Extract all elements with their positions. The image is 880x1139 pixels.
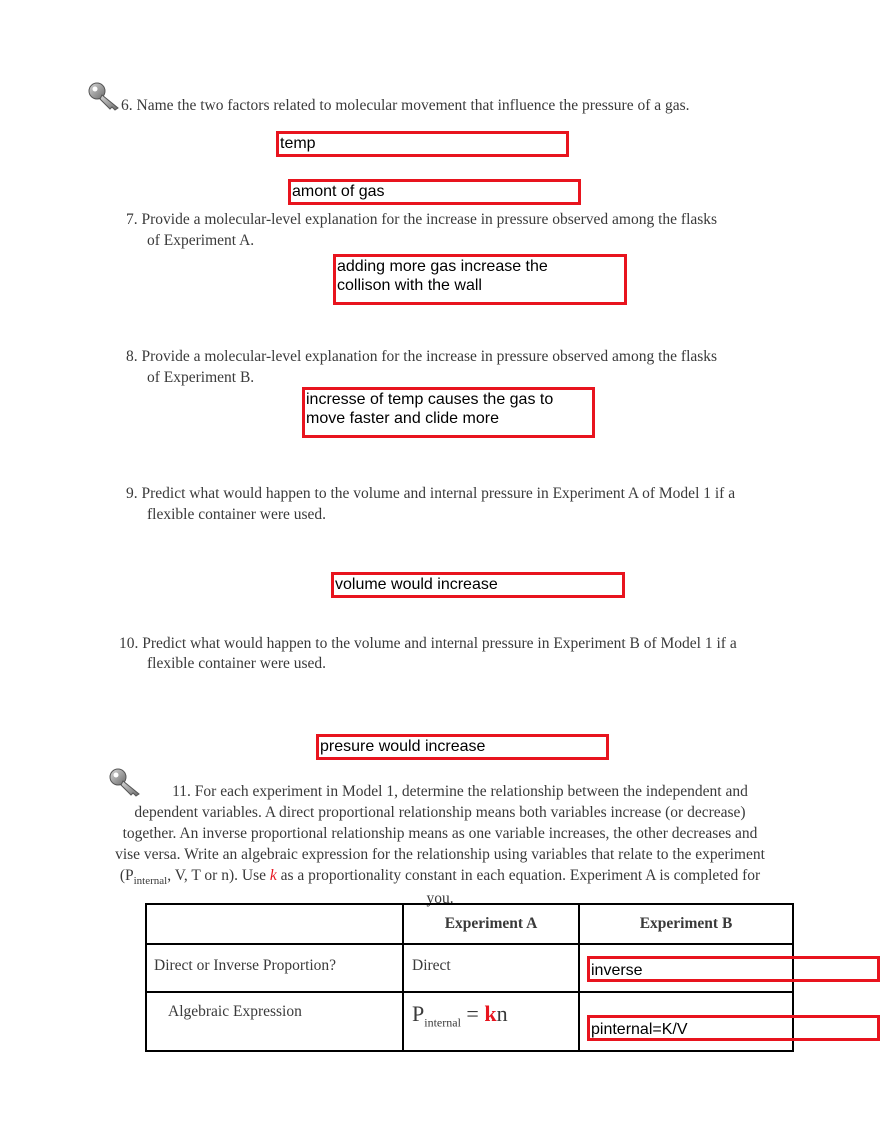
q6-answer-2-field[interactable]: amont of gas: [288, 179, 581, 205]
expr-p-sub: internal: [424, 1015, 461, 1030]
q9-answer-field[interactable]: volume would increase: [331, 572, 625, 598]
question-7-line-1: 7. Provide a molecular-level explanation for the increase in pressure observed among the flasks: [126, 211, 718, 228]
expr-n: n: [496, 1001, 508, 1026]
q7-answer-line-1: adding more gas increase the: [337, 258, 548, 275]
question-8-line-1: 8. Provide a molecular-level explanation for the increase in pressure observed among the flasks: [126, 348, 718, 365]
q11-k-constant: k: [269, 867, 277, 884]
q8-answer-line-2: move faster and clide more: [306, 410, 499, 427]
question-10-line-2: flexible container were used.: [147, 655, 327, 672]
question-8-line-2: of Experiment B.: [147, 369, 255, 386]
table-header-experiment-a: Experiment A: [403, 904, 579, 944]
q11-mid: , V, T or n). Use: [167, 867, 270, 884]
row-1-experiment-a: Direct: [403, 944, 579, 992]
question-7-line-2: of Experiment A.: [147, 232, 255, 249]
question-11-line-4: vise versa. Write an algebraic expression for the relationship using variables that relate to the experiment: [115, 846, 765, 863]
expr-k-constant: k: [484, 1001, 497, 1026]
q7-answer-field[interactable]: [333, 254, 627, 305]
row-2-experiment-a: [403, 992, 579, 1051]
q8-answer-field[interactable]: [302, 387, 595, 438]
q7-answer-line-2: collison with the wall: [337, 277, 482, 294]
experiment-b-proportion-field[interactable]: inverse: [587, 956, 880, 982]
q11-p-sub: internal: [133, 875, 168, 888]
question-11-line-6: you.: [426, 890, 454, 908]
table-header-empty: [146, 904, 403, 944]
key-icon: [87, 81, 121, 111]
row-1-label: Direct or Inverse Proportion?: [146, 944, 403, 992]
question-11-line-5: [80, 865, 800, 892]
question-9-line-1: 9. Predict what would happen to the volume and internal pressure in Experiment A of Model 1 if a: [126, 485, 736, 502]
q6-answer-1-field[interactable]: temp: [276, 131, 569, 157]
question-10-line-1: 10. Predict what would happen to the volume and internal pressure in Experiment B of Model 1 if a: [119, 635, 737, 652]
q11-end: as a proportionality constant in each equation. Experiment A is completed for: [276, 867, 761, 884]
experiment-b-expression-field[interactable]: pinternal=K/V: [587, 1015, 880, 1041]
question-6-text: 6. Name the two factors related to molecular movement that influence the pressure of a gas.: [121, 97, 690, 114]
question-11-line-3: together. An inverse proportional relationship means as one variable increases, the other decreases and: [122, 825, 758, 842]
row-2-label: Algebraic Expression: [146, 992, 403, 1051]
q8-answer-line-1: incresse of temp causes the gas to: [306, 391, 554, 408]
q11-p-open: (P: [119, 867, 134, 884]
question-11-line-1: 11. For each experiment in Model 1, determine the relationship between the independent and: [172, 783, 748, 800]
question-11-line-2: dependent variables. A direct proportional relationship means both variables increase (or decrease): [134, 804, 746, 821]
question-9-line-2: flexible container were used.: [147, 506, 327, 523]
expr-p: P: [412, 1001, 425, 1026]
table-header-experiment-b: Experiment B: [579, 904, 793, 944]
expr-equals: =: [460, 1001, 485, 1026]
q10-answer-field[interactable]: presure would increase: [316, 734, 609, 760]
question-11-text: [80, 781, 800, 906]
